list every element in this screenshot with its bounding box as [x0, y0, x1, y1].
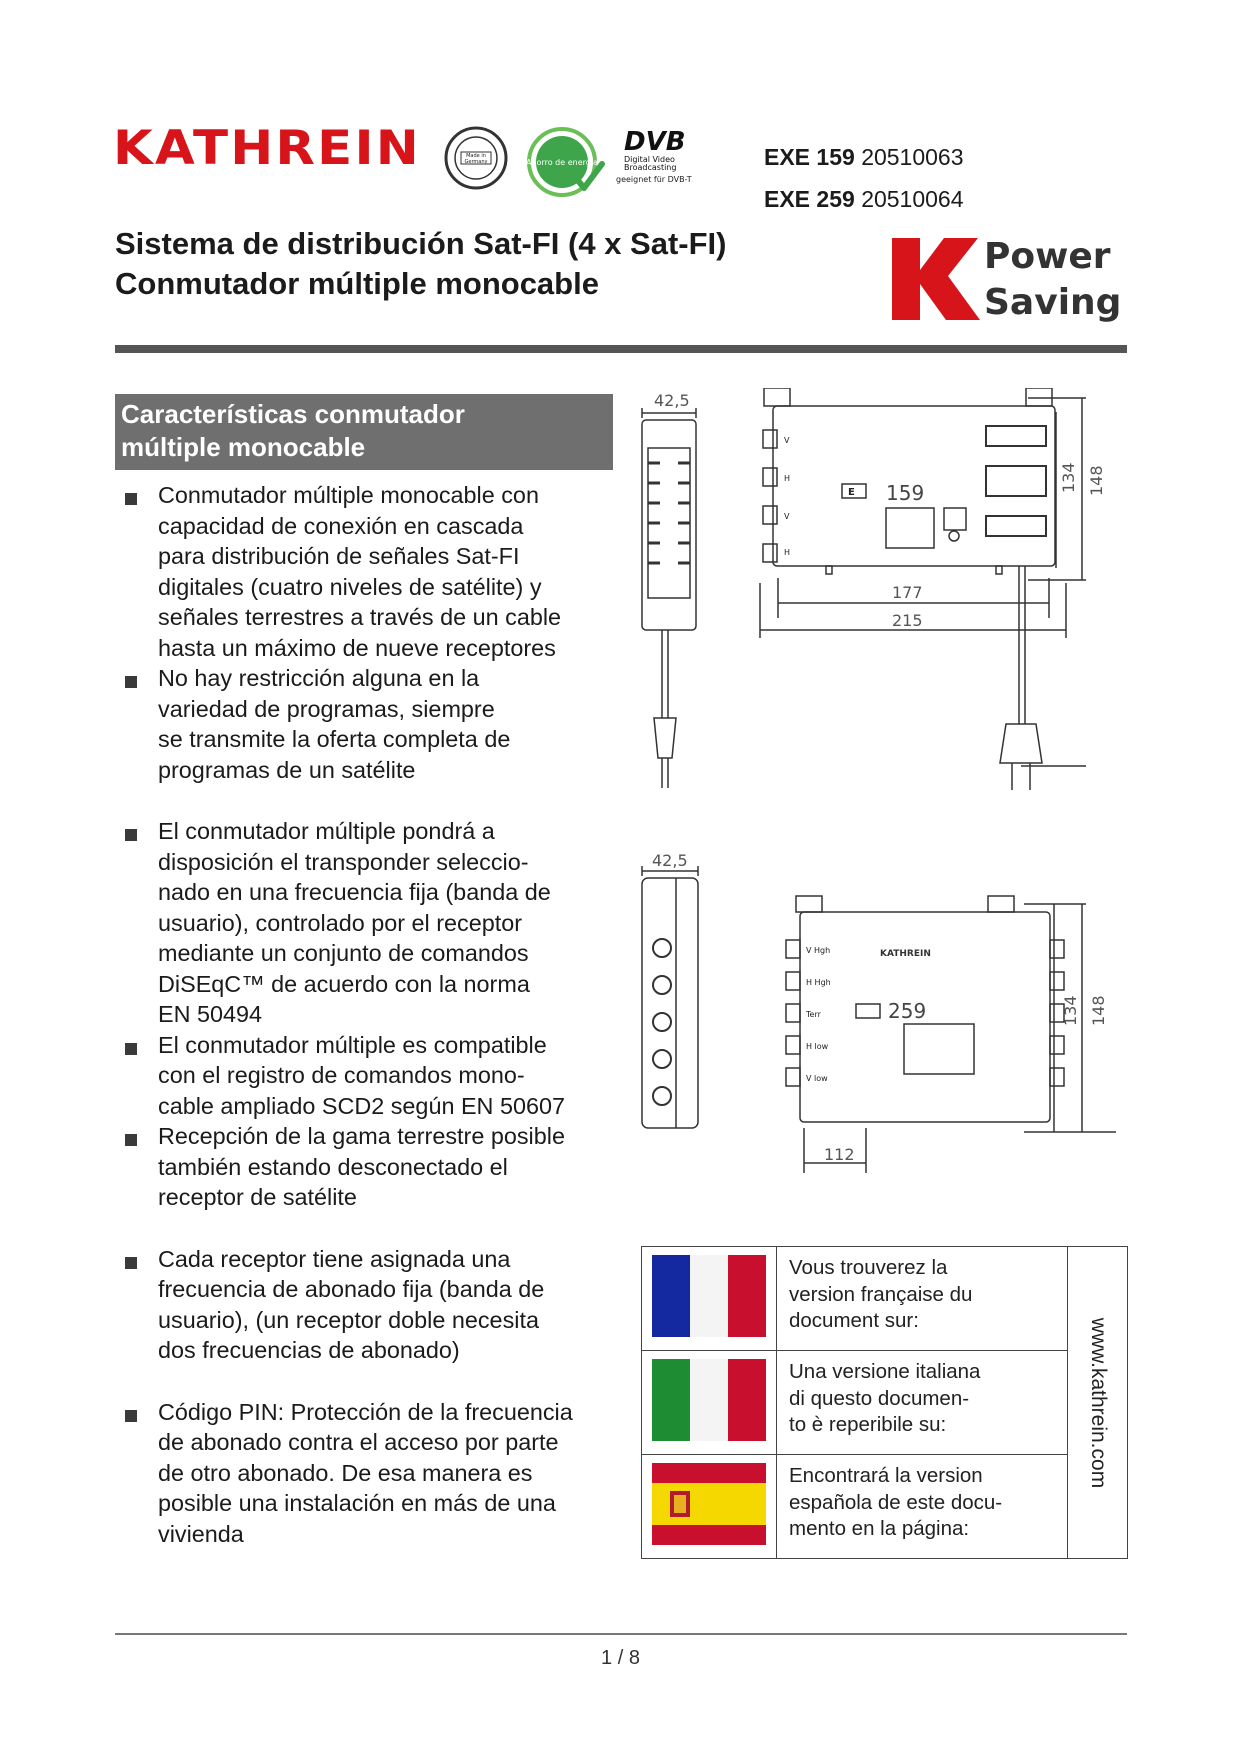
header-divider: [115, 345, 1127, 353]
french-version-text: Vous trouverez la version française du document sur:: [777, 1247, 1068, 1351]
page-number: 1 / 8: [601, 1647, 640, 1669]
language-row-italian: [642, 1351, 1128, 1455]
product-code-row: EXE 159 20510063: [764, 144, 964, 170]
bullet-square-icon: [125, 1043, 137, 1055]
svg-text:Power: Power: [984, 236, 1111, 277]
exe159-side-view: [642, 391, 696, 788]
italian-version-text: Una versione italiana di questo documen- to è reperibile su:: [777, 1351, 1068, 1455]
italy-flag-icon: [652, 1359, 766, 1441]
svg-text:177: 177: [892, 583, 923, 602]
website-link[interactable]: www.kathrein.com: [1086, 1317, 1110, 1488]
exe259-front-view: [786, 766, 1116, 1173]
kathrein-logo: [113, 124, 423, 170]
bullet-square-icon: [125, 1257, 137, 1269]
url-cell: [1068, 1247, 1128, 1559]
energy-saving-badge-icon: [526, 126, 606, 198]
svg-text:148: 148: [1089, 995, 1108, 1026]
language-row-french: [642, 1247, 1128, 1351]
power-saving-logo: [892, 234, 1124, 324]
bullet-square-icon: [125, 1410, 137, 1422]
footer-divider: [115, 1633, 1127, 1635]
technical-drawings: [636, 388, 1136, 1178]
svg-text:H: H: [784, 548, 791, 557]
feature-item: El conmutador múltiple pondrá a disposición el transponder seleccio- nado en una frecuencia fija (banda de usuario), controlado por el receptor mediante un conjunto de comandos DiSEqC™ de acuerdo con la norma EN 50494: [120, 816, 610, 1030]
feature-item: Cada receptor tiene asignada una frecuencia de abonado fija (banda de usuario), (un receptor doble necesita dos frecuencias de abonado): [120, 1244, 610, 1366]
svg-text:geeignet für DVB-T: geeignet für DVB-T: [616, 175, 692, 184]
svg-text:159: 159: [886, 481, 925, 505]
svg-text:DVB: DVB: [624, 127, 686, 157]
bullet-square-icon: [125, 829, 137, 841]
quality-seal-icon: [444, 126, 508, 190]
svg-text:V: V: [784, 436, 790, 445]
svg-text:KATHREIN: KATHREIN: [880, 949, 931, 959]
svg-text:Made in: Made in: [466, 153, 486, 159]
svg-text:V Hgh: V Hgh: [806, 946, 831, 955]
svg-text:V low: V low: [806, 1074, 828, 1083]
svg-text:134: 134: [1061, 995, 1080, 1026]
language-versions-table: [641, 1246, 1128, 1558]
svg-text:KATHREIN: KATHREIN: [113, 124, 421, 170]
svg-text:H Hgh: H Hgh: [806, 978, 831, 987]
exe259-side-view: [642, 851, 698, 1128]
features-list: [120, 480, 610, 1549]
svg-text:Saving: Saving: [984, 282, 1122, 323]
exe159-front-view: [760, 388, 1106, 790]
svg-text:H low: H low: [806, 1042, 829, 1051]
dvb-logo: [616, 126, 716, 188]
exe159-input-ports: [763, 430, 790, 562]
svg-text:Terr: Terr: [806, 1010, 821, 1019]
svg-text:V: V: [784, 512, 790, 521]
france-flag-icon: [652, 1255, 766, 1337]
feature-item: Recepción de la gama terrestre posible también estando desconectado el receptor de satélite: [120, 1121, 610, 1213]
bullet-square-icon: [125, 676, 137, 688]
page-title: Sistema de distribución Sat-FI (4 x Sat-FI) Conmutador múltiple monocable: [115, 226, 727, 301]
svg-text:Germany: Germany: [464, 159, 488, 165]
svg-text:Broadcasting: Broadcasting: [624, 163, 677, 172]
feature-item: No hay restricción alguna en la variedad de programas, siempre se transmite la oferta completa de programas de un satélite: [120, 663, 610, 785]
bullet-square-icon: [125, 1134, 137, 1146]
svg-text:134: 134: [1059, 462, 1078, 493]
svg-text:215: 215: [892, 611, 923, 630]
feature-item: Conmutador múltiple monocable con capacidad de conexión en cascada para distribución de señales Sat-FI digitales (cuatro niveles de satélite) y señales terrestres a través de un cable hasta un máximo de nueve receptores: [120, 480, 610, 663]
svg-text:42,5: 42,5: [652, 851, 688, 870]
spanish-version-text: Encontrará la version española de este docu- mento en la página:: [777, 1455, 1068, 1559]
svg-text:Digital Video: Digital Video: [624, 155, 675, 164]
svg-text:42,5: 42,5: [654, 391, 690, 410]
svg-text:E: E: [848, 487, 855, 498]
feature-item: Código PIN: Protección de la frecuencia de abonado contra el acceso por parte de otro abonado. De esa manera es posible una instalación en más de una vivienda: [120, 1397, 610, 1550]
product-code-row: EXE 259 20510064: [764, 186, 964, 212]
product-codes: [764, 136, 964, 220]
section-heading: Características conmutador múltiple monocable: [115, 394, 613, 470]
svg-text:Ahorro de energía: Ahorro de energía: [526, 158, 598, 167]
feature-item: El conmutador múltiple es compatible con el registro de comandos mono- cable ampliado SCD2 según EN 50607: [120, 1030, 610, 1122]
svg-text:H: H: [784, 474, 791, 483]
svg-text:112: 112: [824, 1145, 855, 1164]
svg-text:148: 148: [1087, 465, 1106, 496]
language-row-spanish: [642, 1455, 1128, 1559]
spain-flag-icon: [652, 1463, 766, 1545]
bullet-square-icon: [125, 493, 137, 505]
svg-text:259: 259: [888, 999, 927, 1023]
